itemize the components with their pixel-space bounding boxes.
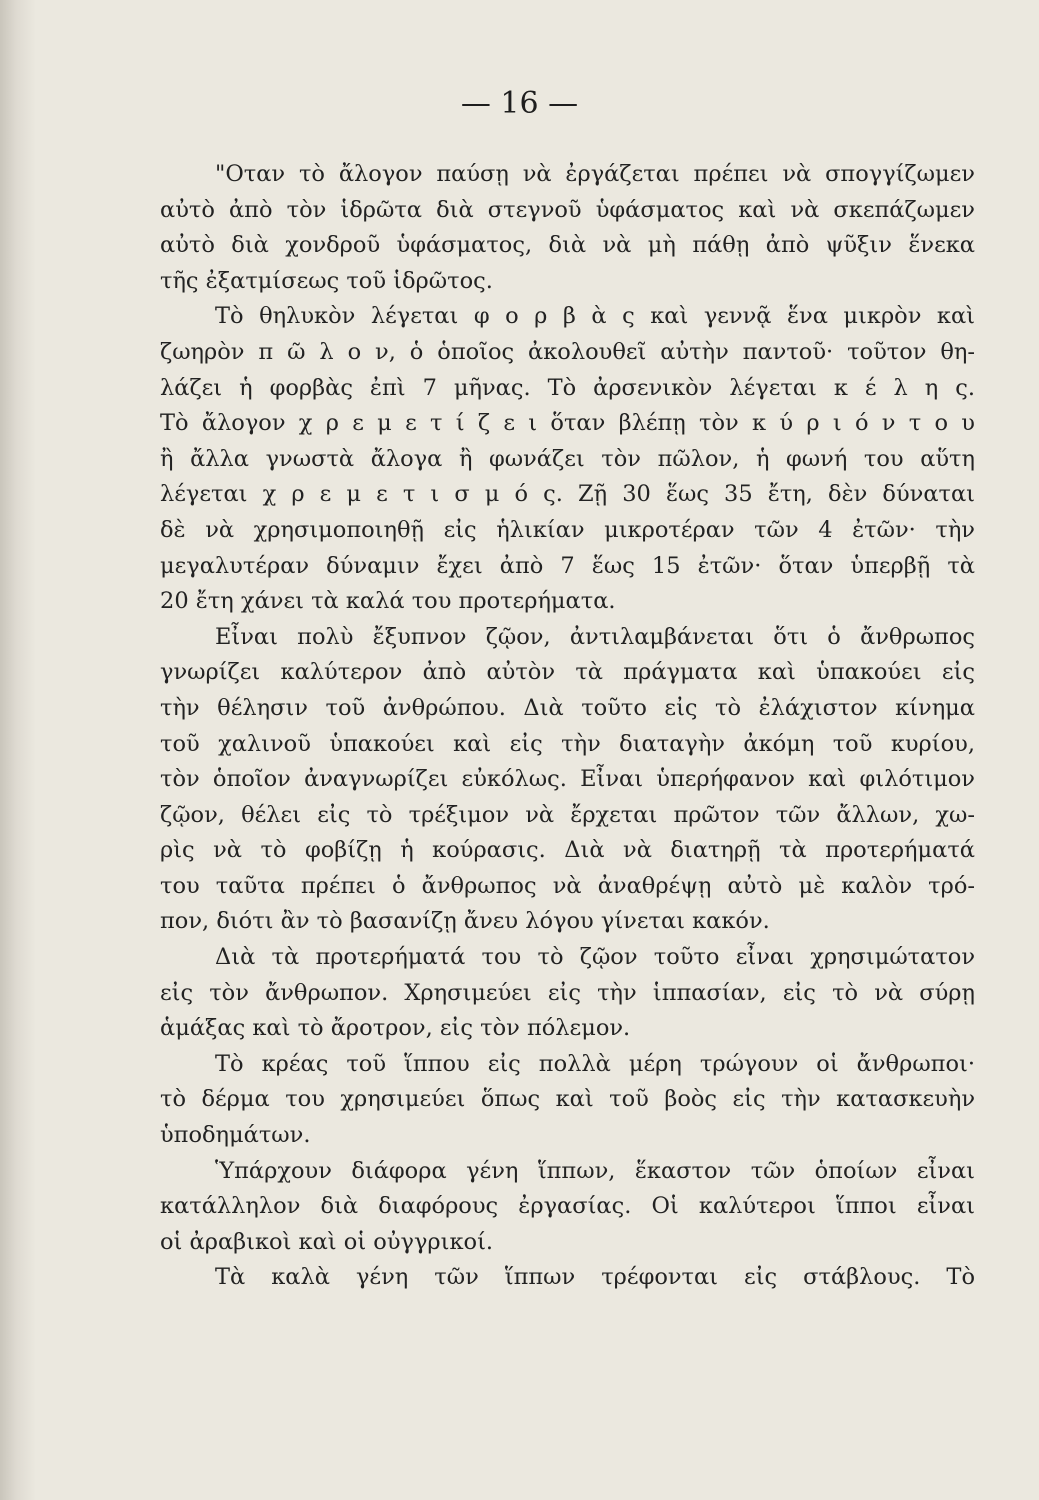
text-line: ζωηρὸν π ῶ λ ο ν, ὁ ὁποῖος ἀκολουθεῖ αὐτὴν παντοῦ· τοῦτον θη-	[160, 338, 975, 365]
text-line: Τὸ κρέας τοῦ ἵππου εἰς πολλὰ μέρη τρώγουν οἱ ἄνθρωποι·	[215, 1050, 975, 1077]
text-line: ὑποδημάτων.	[160, 1122, 311, 1149]
text-line: Διὰ τὰ προτερήματά του τὸ ζῷον τοῦτο εἶναι χρησιμώτατον	[215, 944, 975, 971]
text-line: ρὶς νὰ τὸ φοβίζῃ ἡ κούρασις. Διὰ νὰ διατηρῇ τὰ προτερήματά	[160, 837, 975, 864]
text-line: εἰς τὸν ἄνθρωπον. Χρησιμεύει εἰς τὴν ἱππασίαν, εἰς τὸ νὰ σύρῃ	[160, 979, 975, 1006]
text-line: Εἶναι πολὺ ἔξυπνον ζῷον, ἀντιλαμβάνεται ὅτι ὁ ἄνθρωπος	[215, 623, 975, 650]
text-line: Τὰ καλὰ γένη τῶν ἵππων τρέφονται εἰς στάβλους. Τὸ	[215, 1264, 975, 1291]
paragraph	[160, 1260, 975, 1296]
text-line: τῆς ἐξατμίσεως τοῦ ἱδρῶτος.	[160, 267, 493, 294]
text-line: ἢ ἄλλα γνωστὰ ἄλογα ἢ φωνάζει τὸν πῶλον, ἡ φωνή του αὕτη	[160, 445, 975, 472]
text-line: τὸν ὁποῖον ἀναγνωρίζει εὐκόλως. Εἶναι ὑπερήφανον καὶ φιλότιμον	[160, 766, 975, 793]
paragraph	[160, 1047, 975, 1154]
text-line: του ταῦτα πρέπει ὁ ἄνθρωπος νὰ ἀναθρέψῃ αὐτὸ μὲ καλὸν τρό-	[160, 872, 975, 899]
text-line: οἱ ἀραβικοὶ καὶ οἱ οὐγγρικοί.	[160, 1228, 494, 1255]
text-line: ἁμάξας καὶ τὸ ἄροτρον, εἰς τὸν πόλεμον.	[160, 1015, 631, 1042]
body-text	[160, 157, 975, 1296]
text-line: αὐτὸ ἀπὸ τὸν ἱδρῶτα διὰ στεγνοῦ ὑφάσματος καὶ νὰ σκεπάζωμεν	[160, 196, 975, 223]
text-line: μεγαλυτέραν δύναμιν ἔχει ἀπὸ 7 ἕως 15 ἐτῶν· ὅταν ὑπερβῇ τὰ	[160, 552, 975, 579]
text-line: ζῷον, θέλει εἰς τὸ τρέξιμον νὰ ἔρχεται πρῶτον τῶν ἄλλων, χω-	[160, 801, 975, 828]
text-line: Τὸ ἄλογον χ ρ ε μ ε τ ί ζ ε ι ὅταν βλέπῃ τὸν κ ύ ρ ι ό ν τ ο υ	[160, 410, 975, 437]
text-line: τὴν θέλησιν τοῦ ἀνθρώπου. Διὰ τοῦτο εἰς τὸ ἐλάχιστον κίνημα	[160, 694, 975, 721]
text-line: δὲ νὰ χρησιμοποιηθῇ εἰς ἡλικίαν μικροτέραν τῶν 4 ἐτῶν· τὴν	[160, 516, 975, 543]
text-line: Ὑπάρχουν διάφορα γένη ἵππων, ἕκαστον τῶν ὁποίων εἶναι	[215, 1157, 975, 1184]
paragraph	[160, 157, 975, 299]
paragraph	[160, 1154, 975, 1261]
paragraph	[160, 299, 975, 619]
paragraph	[160, 940, 975, 1047]
text-line: αὐτὸ διὰ χονδροῦ ὑφάσματος, διὰ νὰ μὴ πάθῃ ἀπὸ ψῦξιν ἕνεκα	[160, 232, 975, 259]
text-line: πον, διότι ἂν τὸ βασανίζῃ ἄνευ λόγου γίνεται κακόν.	[160, 908, 770, 935]
text-line: γνωρίζει καλύτερον ἀπὸ αὐτὸν τὰ πράγματα καὶ ὑπακούει εἰς	[160, 659, 975, 686]
text-line: λέγεται χ ρ ε μ ε τ ι σ μ ό ς. Ζῇ 30 ἕως 35 ἔτη, δὲν δύναται	[160, 481, 975, 508]
binding-gutter	[0, 0, 36, 1500]
text-line: 20 ἔτη χάνει τὰ καλά του προτερήματα.	[160, 588, 616, 615]
text-line: τοῦ χαλινοῦ ὑπακούει καὶ εἰς τὴν διαταγὴν ἀκόμη τοῦ κυρίου,	[160, 730, 975, 757]
paragraph	[160, 620, 975, 940]
text-line: λάζει ἡ φορβὰς ἐπὶ 7 μῆνας. Τὸ ἀρσενικὸν λέγεται κ έ λ η ς.	[160, 374, 975, 401]
text-line: "Οταν τὸ ἄλογον παύσῃ νὰ ἐργάζεται πρέπει νὰ σπογγίζωμεν	[215, 161, 975, 187]
text-line: Τὸ θηλυκὸν λέγεται φ ο ρ β ὰ ς καὶ γεννᾷ ἕνα μικρὸν καὶ	[215, 303, 975, 330]
page-number: — 16 —	[460, 86, 579, 121]
text-line: τὸ δέρμα του χρησιμεύει ὅπως καὶ τοῦ βοὸς εἰς τὴν κατασκευὴν	[160, 1086, 975, 1113]
text-line: κατάλληλον διὰ διαφόρους ἐργασίας. Οἱ καλύτεροι ἵπποι εἶναι	[160, 1193, 975, 1220]
